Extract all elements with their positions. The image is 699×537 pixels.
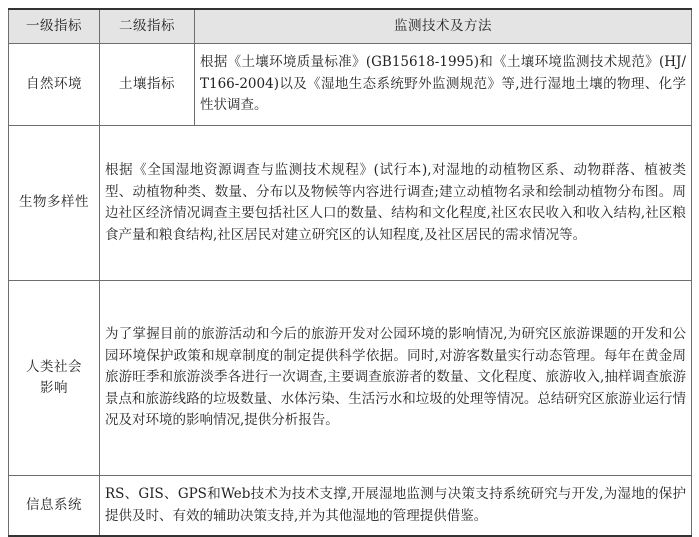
table-header-row — [9, 9, 692, 44]
header-method: 监测技术及方法 — [195, 9, 692, 44]
table-row — [9, 281, 692, 476]
row-natural-environment-level2: 土壤指标 — [100, 44, 195, 126]
table-row — [9, 126, 692, 281]
table-row — [9, 44, 692, 126]
monitoring-indicators-table — [8, 8, 692, 537]
row-human-impact-level1-line2: 影响 — [40, 380, 68, 396]
table-row — [9, 476, 692, 537]
row-human-impact-level1 — [9, 281, 100, 476]
header-level2: 二级指标 — [100, 9, 195, 44]
row-information-system-method: RS、GIS、GPS和Web技术为技术支撑,开展湿地监测与决策支持系统研究与开发,为湿地的保护提供及时、有效的辅助决策支持,并为其他湿地的管理提供借鉴。 — [100, 476, 692, 537]
row-natural-environment-method: 根据《土壤环境质量标准》(GB15618-1995)和《土壤环境监测技术规范》(HJ/T166-2004)以及《湿地生态系统野外监测规范》等,进行湿地土壤的物理、化学性状调查。 — [195, 44, 692, 126]
row-human-impact-level1-line1: 人类社会 — [26, 358, 82, 375]
row-biodiversity-method: 根据《全国湿地资源调查与监测技术规程》(试行本),对湿地的动植物区系、动物群落、植被类型、动植物种类、数量、分布以及物候等内容进行调查;建立动植物名录和绘制动植物分布图。周边社区经济情况调查主要包括社区人口的数量、结构和文化程度,社区农民收入和收入结构,社区粮食产量和粮食结构,社区居民对建立研究区的认知程度,及社区居民的需求情况等。 — [100, 126, 692, 281]
row-biodiversity-level1: 生物多样性 — [9, 126, 100, 281]
header-level1: 一级指标 — [9, 9, 100, 44]
row-information-system-level1: 信息系统 — [9, 476, 100, 537]
row-human-impact-method: 为了掌握目前的旅游活动和今后的旅游开发对公园环境的影响情况,为研究区旅游课题的开发和公园环境保护政策和规章制度的制定提供科学依据。同时,对游客数量实行动态管理。每年在黄金周旅游旺季和旅游淡季各进行一次调查,主要调查旅游者的数量、文化程度、旅游收入,抽样调查旅游景点和旅游线路的垃圾数量、水体污染、生活污水和垃圾的处理等情况。总结研究区旅游业运行情况及对环境的影响情况,提供分析报告。 — [100, 281, 692, 476]
row-natural-environment-level1: 自然环境 — [9, 44, 100, 126]
